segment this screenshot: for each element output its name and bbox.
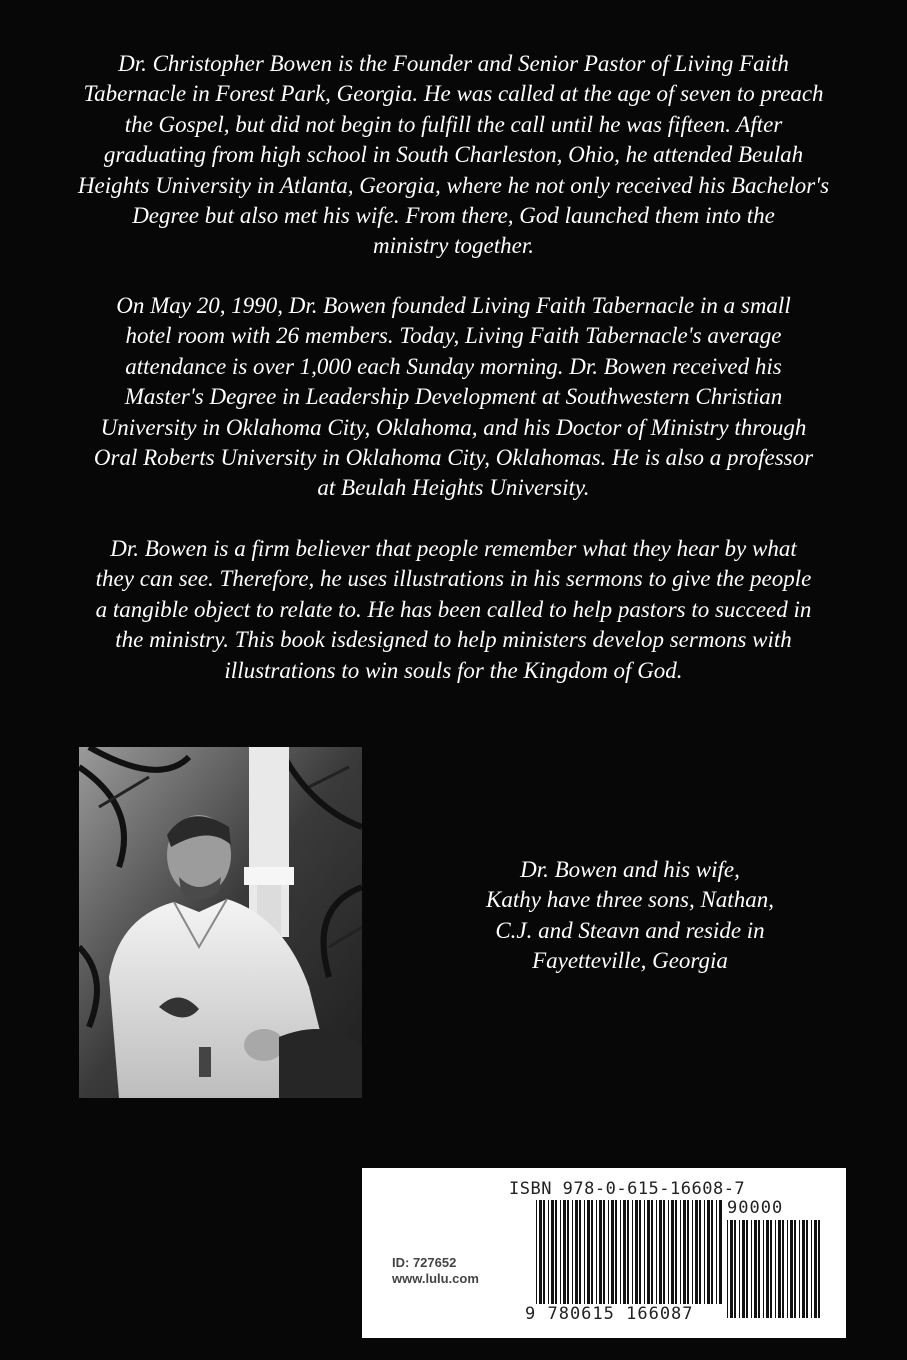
ean-barcode-icon [536, 1200, 722, 1304]
barcode-bar [683, 1200, 686, 1304]
caption-line: Kathy have three sons, Nathan, [486, 887, 774, 913]
barcode-bar [563, 1200, 566, 1304]
barcode-bar [651, 1200, 653, 1304]
barcode-bar [802, 1220, 805, 1318]
barcode-bar [671, 1200, 674, 1304]
barcode-bar [754, 1220, 757, 1318]
caption-line: C.J. and Steavn and reside in [495, 917, 765, 943]
bio-line: ministry together. [373, 233, 534, 259]
barcode-bar [675, 1200, 677, 1304]
barcode-bar [647, 1200, 650, 1304]
bio-paragraph-2 [40, 291, 867, 504]
bio-line: Degree but also met his wife. From there, God launched them into the [132, 203, 775, 229]
barcode-bar [536, 1200, 537, 1304]
bio-line: illustrations to win souls for the Kingdom of God. [224, 657, 683, 683]
barcode-bar [727, 1220, 728, 1318]
isbn-label: ISBN 978-0-615-16608-7 [509, 1179, 746, 1199]
bio-line: hotel room with 26 members. Today, Living Faith Tabernacle's average [125, 323, 782, 349]
barcode-bar [599, 1200, 602, 1304]
barcode-bar [639, 1200, 641, 1304]
barcode-bar [719, 1200, 722, 1304]
caption-line: Dr. Bowen and his wife, [520, 857, 740, 882]
ean-digits: 9 780615 166087 [525, 1304, 694, 1324]
barcode-bar [766, 1220, 769, 1318]
bio-line: University in Oklahoma City, Oklahoma, and his Doctor of Ministry through [100, 414, 807, 440]
barcode-bar [555, 1200, 557, 1304]
barcode-bar [758, 1220, 760, 1318]
barcode-bar [799, 1220, 800, 1318]
barcode-bar [611, 1200, 614, 1304]
barcode-bar [818, 1220, 820, 1318]
addon-barcode-icon [727, 1220, 822, 1318]
lulu-id: ID: 727652 [392, 1255, 457, 1270]
caption-line: Fayetteville, Georgia [532, 948, 728, 974]
barcode-bar [770, 1220, 772, 1318]
bio-paragraph-1 [40, 49, 867, 262]
barcode-bar [775, 1220, 776, 1318]
barcode-bar [751, 1220, 752, 1318]
bio-line: Dr. Bowen is a firm believer that people remember what they hear by what [110, 536, 797, 561]
barcode-bar [659, 1200, 662, 1304]
bio-line: they can see. Therefore, he uses illustrations in his sermons to give the people [95, 566, 812, 592]
barcode-bar [596, 1200, 597, 1304]
bio-line: Dr. Christopher Bowen is the Founder and Senior Pastor of Living Faith [118, 51, 789, 76]
barcode-bar [739, 1220, 740, 1318]
bio-paragraph-3 [40, 534, 867, 686]
bio-line: a tangible object to relate to. He has been called to help pastors to succeed in [95, 596, 812, 622]
bio-line: Oral Roberts University in Oklahoma City, Oklahomas. He is also a professor [93, 445, 814, 471]
lulu-id-block [392, 1255, 479, 1287]
barcode-bar [591, 1200, 593, 1304]
barcode-bar [584, 1200, 585, 1304]
barcode-bar [632, 1200, 633, 1304]
barcode-bar [716, 1200, 717, 1304]
barcode-bar [560, 1200, 561, 1304]
author-photo [79, 747, 362, 1098]
barcode-bar [692, 1200, 693, 1304]
barcode-bar [680, 1200, 681, 1304]
barcode-bar [778, 1220, 781, 1318]
barcode-bar [623, 1200, 626, 1304]
bio-line: graduating from high school in South Charleston, Ohio, he attended Beulah [103, 142, 804, 168]
barcode-bar [572, 1200, 573, 1304]
bio-line: the Gospel, but did not begin to fulfill the call until he was fifteen. After [124, 111, 783, 137]
barcode-bar [763, 1220, 764, 1318]
lulu-url: www.lulu.com [392, 1271, 479, 1286]
barcode-bar [627, 1200, 629, 1304]
isbn-barcode-panel [362, 1168, 846, 1338]
barcode-bar [551, 1200, 554, 1304]
barcode-bar [687, 1200, 689, 1304]
barcode-bar [587, 1200, 590, 1304]
barcode-bar [790, 1220, 793, 1318]
barcode-bar [734, 1220, 736, 1318]
bio-line: On May 20, 1990, Dr. Bowen founded Living Faith Tabernacle in a small [116, 293, 791, 318]
bio-line: attendance is over 1,000 each Sunday morning. Dr. Bowen received his [125, 353, 782, 379]
bio-line: at Beulah Heights University. [317, 475, 590, 501]
barcode-bar [539, 1200, 542, 1304]
barcode-bar [730, 1220, 733, 1318]
barcode-bar [704, 1200, 705, 1304]
barcode-bar [620, 1200, 621, 1304]
barcode-bar [707, 1200, 710, 1304]
barcode-bar [811, 1220, 812, 1318]
barcode-bar [548, 1200, 549, 1304]
bio-line: Tabernacle in Forest Park, Georgia. He was called at the age of seven to preach [83, 81, 824, 107]
barcode-bar [742, 1220, 745, 1318]
barcode-bar [746, 1220, 748, 1318]
bio-line: Heights University in Atlanta, Georgia, where he not only received his Bachelor's [77, 172, 830, 198]
barcode-bar [695, 1200, 698, 1304]
barcode-bar [663, 1200, 665, 1304]
barcode-bar [814, 1220, 817, 1318]
barcode-bar [644, 1200, 645, 1304]
barcode-bar [656, 1200, 657, 1304]
barcode-bar [668, 1200, 669, 1304]
barcode-bar [567, 1200, 569, 1304]
barcode-bar [699, 1200, 701, 1304]
bio-line: the ministry. This book isdesigned to help ministers develop sermons with [115, 627, 792, 653]
price-code: 90000 [727, 1198, 784, 1218]
bio-line: Master's Degree in Leadership Development at Southwestern Christian [124, 384, 783, 410]
barcode-bar [711, 1200, 713, 1304]
photo-caption [400, 855, 860, 977]
barcode-bar [608, 1200, 609, 1304]
barcode-bar [603, 1200, 605, 1304]
barcode-bar [615, 1200, 617, 1304]
barcode-bar [806, 1220, 808, 1318]
barcode-bar [794, 1220, 796, 1318]
barcode-bar [787, 1220, 788, 1318]
barcode-bar [579, 1200, 581, 1304]
barcode-bar [782, 1220, 784, 1318]
barcode-bar [543, 1200, 545, 1304]
barcode-bar [575, 1200, 578, 1304]
barcode-bar [635, 1200, 638, 1304]
